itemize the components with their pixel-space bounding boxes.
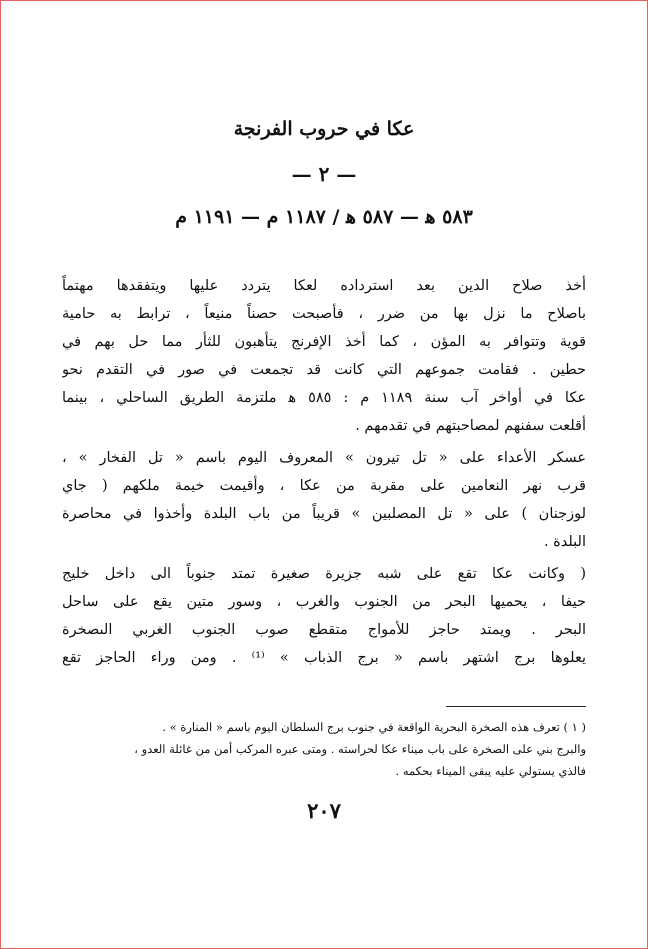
text-line: البحر . ويمتد حاجز للأمواج متقطع صوب الجنوب الغربي الىصخرة: [62, 622, 586, 638]
text-line: أخذ صلاح الدين بعد استرداده لعكا يتردد عليها ويتفقدها مهتماً: [62, 278, 586, 294]
footnotes: [62, 716, 586, 782]
footnote-line: والبرج بني على الصخرة على باب ميناء عكا لحراسته . ومتى عبره المركب أمن من غائلة العدو ،: [134, 742, 586, 756]
chapter-title: عكا في حروب الفرنجة: [233, 118, 415, 140]
text-line: باصلاح ما نزل بها من ضرر ، فأصبحت حصناً منيعاً ، ترابط به حامية: [62, 306, 586, 322]
footnote-line: ( ١ ) تعرف هذه الصخرة البحرية الواقعة في جنوب برج السلطان اليوم باسم « المنارة » .: [162, 720, 586, 734]
text-line: حطين . فقامت جموعهم التي كانت قد تجمعت في صور في التقدم نحو: [62, 362, 586, 378]
text-line: قوية وتتوافر به المؤن ، كما أخذ الإفرنج يتأهبون للثأر مما حل بهم في: [62, 334, 586, 350]
page-number: ٢٠٧: [307, 798, 341, 823]
text-line: عسكر الأعداء على « تل تيرون » المعروف اليوم باسم « تل الفخار » ،: [62, 450, 586, 466]
book-page: [48, 0, 600, 949]
text-line: لوزجنان ) على « تل المصلبين » قريباً من باب البلدة وأخذوا في محاصرة: [62, 506, 586, 522]
body-text: [62, 272, 586, 676]
date-range: ٥٨٣ ﻫ — ٥٨٧ ﻫ / ١١٨٧ م — ١١٩١ م: [175, 206, 473, 228]
text-line: حيفا ، يحميها البحر من الجنوب والغرب ، وسور متين يقع على ساحل: [62, 594, 586, 610]
footnote-divider: [446, 706, 586, 707]
text-line: أقلعت سفنهم لمصاحبتهم في تقدمهم .: [355, 418, 586, 434]
paragraph-2: [62, 444, 586, 556]
text-line: عكا في أواخر آب سنة ١١٨٩ م : ٥٨٥ ﻫ ملتزمة الطريق الساحلي ، بينما: [62, 390, 586, 406]
paragraph-3: [62, 560, 586, 672]
text-line: البلدة .: [543, 534, 586, 550]
text-line: ( وكانت عكا تقع على شبه جزيرة صغيرة تمتد جنوباً الى داخل خليج: [62, 566, 586, 582]
paragraph-1: [62, 272, 586, 440]
text-line: قرب نهر النعامين على مقربة من عكا ، وأقيمت خيمة ملكهم ( جاي: [62, 478, 586, 494]
text-line: يعلوها برج اشتهر باسم « برج الذباب » ⁽¹⁾ . ومن وراء الحاجز تقع: [62, 650, 586, 666]
part-number: — ٢ —: [291, 162, 357, 186]
footnote-line: فالذي يستولي عليه يبقى الميناء بحكمه .: [395, 764, 586, 778]
